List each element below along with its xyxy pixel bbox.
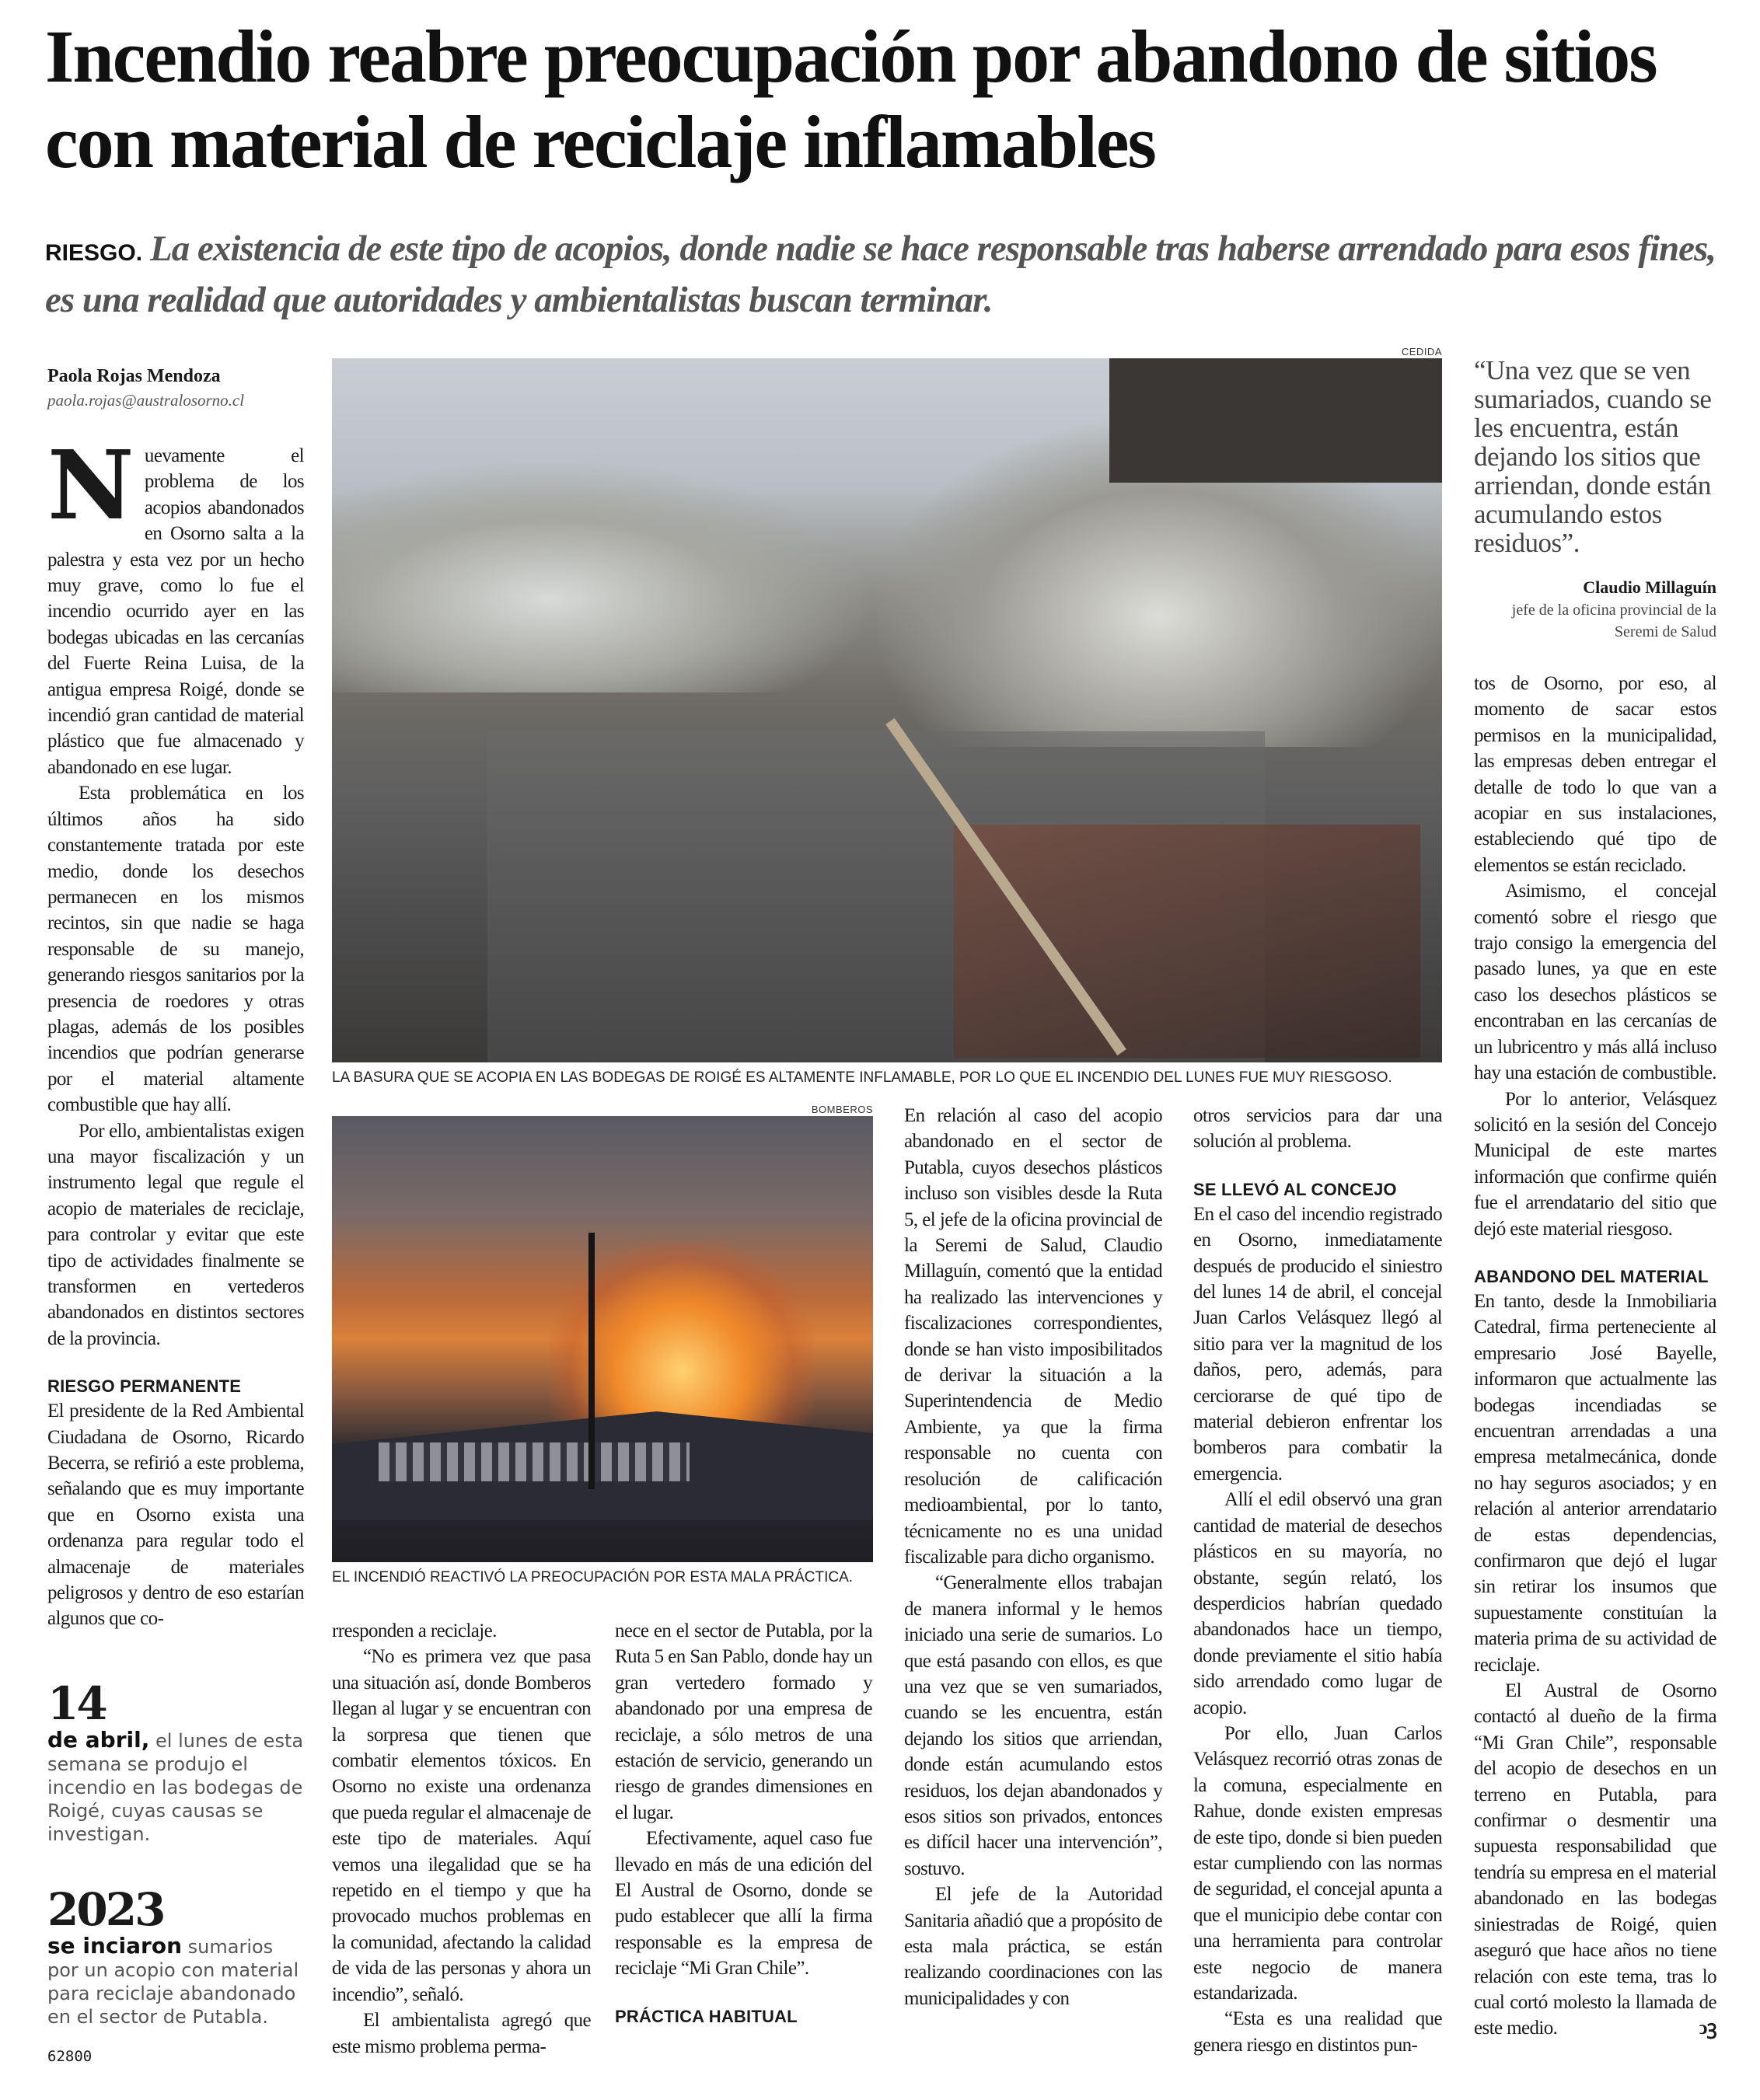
stat-lead: se inciaron (47, 1932, 183, 1959)
lower-left-area (332, 1103, 873, 2060)
section-heading: SE LLEVÓ AL CONCEJO (1193, 1179, 1397, 1199)
article-column-1 (47, 429, 304, 1632)
section-heading: RIESGO PERMANENTE (47, 1376, 242, 1397)
article-column-4 (1193, 1103, 1442, 2058)
page-code: 62800 (47, 2047, 93, 2065)
drop-cap: N (47, 429, 134, 541)
byline-email[interactable]: paola.rojas@australosorno.cl (47, 391, 245, 410)
photo-caption: EL INCENDIÓ REACTIVÓ LA PREOCUPACIÓN POR ESTA MALA PRÁCTICA. (332, 1569, 854, 1585)
paragraph: En relación al caso del acopio abandonado en el sector de Putabla, cuyos desechos plásticos incluso son visibles desde la Ruta 5, el jefe de la oficina provincial de la Seremi de Salud, Claudio Millaguín, comentó que la entidad ha realizado las intervenciones y fiscalizaciones correspondientes, donde se han visto imposibilitados de derivar la situación a la Superintendencia de Medio Ambiente, ya que la firma responsable no cuenta con resolución de calificación medioambiental, por lo tanto, técnicamente no es una unidad fiscalizable para dicho organismo. (904, 1105, 1162, 1568)
stat-number: 2023 (47, 1882, 164, 1936)
photo-caption: LA BASURA QUE SE ACOPIA EN LAS BODEGAS DE ROIGÉ ES ALTAMENTE INFLAMABLE, POR LO QUE EL INCENDIO DEL LUNES FUE MUY RIESGOSO. (332, 1069, 1392, 1086)
paragraph: “No es primera vez que pasa una situación así, donde Bomberos llegan al lugar y se encuentran con la sorpresa que tienen que combatir elementos tóxicos. En Osorno no existe una ordenanza que pueda regular el almacenaje de este tipo de materiales. Aquí vemos una ilegalidad que se ha repetido en el tiempo y que ha provocado muchos problemas en la comunidad, afectando la calidad de vida de las personas y ahora un incendio”, señaló. (332, 1646, 591, 2005)
paragraph: nece en el sector de Putabla, por la Ruta 5 en San Pablo, donde hay un gran vertedero formado y abandonado por una empresa de reciclaje, a sólo metros de una estación de servicio, generando un riesgo de grandes dimensiones en el lugar. (615, 1620, 872, 1823)
paragraph: tos de Osorno, por eso, al momento de sacar estos permisos en la municipalidad, las empresas deben entregar el detalle de todo lo que van a acopiar en sus instalaciones, estableciendo qué tipo de elementos se están reciclado. (1474, 673, 1716, 876)
stat-box-1 (47, 1676, 304, 1846)
paragraph: “Generalmente ellos trabajan de manera informal y le hemos iniciado una serie de sumarios. Lo que está pasando con ellos, es que una vez que se ven sumariados, cuando se les encuentra, están dejando los sitios que arriendan, donde están acumulando estos residuos, los dejan abandonados y esos sitios son privados, entonces es difícil hacer una intervención”, sostuvo. (904, 1572, 1162, 1879)
photo-credit: CEDIDA (1401, 346, 1442, 358)
paragraph: Por ello, ambientalistas exigen una mayor fiscalización y un instrumento legal que regule el acopio de materiales de reciclaje, para controlar y evitar que este tipo de actividades finalmente se transformen en vertederos abandonados en distintos sectores de la provincia. (47, 1120, 304, 1349)
paragraph: En el caso del incendio registrado en Osorno, inmediatamente después de producido el siniestro del lunes 14 de abril, el concejal Juan Carlos Velásquez llegó al sitio para ver la magnitud de los daños, pero, además, para cerciorarse de qué tipo de material debieron enfrentar los bomberos para combatir la emergencia. (1193, 1203, 1442, 1484)
stat-text: sumarios por un acopio con material para reciclaje abandonado en el sector de Putabla. (47, 1935, 299, 2028)
centre-area (332, 345, 1442, 2060)
photo-recycling-site (332, 358, 1442, 1062)
section-heading: ABANDONO DEL MATERIAL (1474, 1266, 1709, 1286)
photo-credit: BOMBEROS (811, 1104, 873, 1115)
article-column-b (615, 1618, 872, 2028)
section-heading: PRÁCTICA HABITUAL (615, 2006, 798, 2026)
paragraph: El ambientalista agregó que este mismo problema perma- (332, 2010, 591, 2057)
end-mark-icon: ↄꝫ (1699, 2018, 1716, 2039)
paragraph: Esta problemática en los últimos años ha sido constantemente tratada por este medio, donde los desechos permanecen en los mismos recintos, sin que nadie se haga responsable de su manejo, generando riesgos sanitarios por la presencia de roedores y otras plagas, además de los posibles incendios que podrían generarse por el material altamente combustible que hay allí. (47, 783, 304, 1116)
stat-number: 14 (47, 1676, 106, 1730)
paragraph: Por ello, Juan Carlos Velásquez recorrió otras zonas de la comuna, especialmente en Rahue, donde existen empresas de este tipo, donde si bien pueden estar cumpliendo con las normas de seguridad, el concejal apunta a que el municipio debe contar con una herramienta para controlar este negocio de manera estandarizada. (1193, 1722, 1442, 2004)
stat-box-2 (47, 1882, 304, 2028)
stat-lead: de abril, (47, 1726, 150, 1753)
article-column-a (332, 1618, 591, 2060)
byline-author: Paola Rojas Mendoza (47, 366, 221, 386)
paragraph: El jefe de la Autoridad Sanitaria añadió que a propósito de esta mala práctica, se están realizando coordinaciones con las municipalidades y con (904, 1884, 1162, 2009)
photo-fire (332, 1116, 873, 1562)
headline: Incendio reabre preocupación por abandono de sitios con material de reciclaje inflamables (45, 15, 1657, 183)
quote-role: jefe de la oficina provincial de la Seremi de Salud (1511, 602, 1716, 640)
paragraph-text: El Austral de Osorno contactó al dueño de la firma “Mi Gran Chile”, responsable del acopio de desechos en un terreno en Putabla, para confirmar o desmentir una supuesta responsabilidad que tendría su empresa en el material abandonado en las bodegas siniestradas de Roigé, quien aseguró que hace años no tiene relación con este tema, tras lo cual cortó molesto la llamada de este medio. (1474, 1680, 1716, 2039)
paragraph: uevamente el problema de los acopios abandonados en Osorno salta a la palestra y esta vez por un hecho muy grave, como lo fue el incendio ocurrido ayer en las bodegas ubicadas en las cercanías del Fuerte Reina Luisa, de la antigua empresa Roigé, donde se incendió gran cantidad de material plástico que fue almacenado y abandonado en ese lugar. (47, 445, 304, 778)
paragraph: “Esta es una realidad que genera riesgo en distintos pun- (1193, 2008, 1442, 2056)
pull-quote: “Una vez que se ven sumariados, cuando se les encuentra, están dejando los sitios que arriendan, donde están acumulando estos residuos”. (1474, 355, 1712, 558)
quote-author: Claudio Millaguín (1583, 577, 1716, 597)
paragraph: En tanto, desde la Inmobiliaria Catedral, firma perteneciente al empresario José Bayelle, informaron que actualmente las bodegas incendiadas se encuentran arrendadas a una empresa metalmecánica, donde no hay seguros asociados; y en relación al anterior arrendatario de estas dependencias, confirmaron que dejó el lugar sin retirar los insumos que supuestamente constituían la materia prima de su actividad de reciclaje. (1474, 1290, 1716, 1676)
paragraph: El presidente de la Red Ambiental Ciudadana de Osorno, Ricardo Becerra, se refirió a este problema, señalando que es muy importante que en Osorno exista una ordenanza para regular todo el almacenaje de materiales peligrosos y dentro de eso estarían algunos que co- (47, 1401, 304, 1630)
stat-text: el lunes de esta semana se produjo el incendio en las bodegas de Roigé, cuyas causas se investigan. (47, 1729, 304, 1845)
paragraph: Efectivamente, aquel caso fue llevado en más de una edición del El Austral de Osorno, donde se pudo establecer que allí la firma responsable es la empresa de reciclaje “Mi Gran Chile”. (615, 1828, 872, 1980)
subhead-kicker: RIESGO. (45, 240, 143, 266)
paragraph: Asimismo, el concejal comentó sobre el riesgo que trajo consigo la emergencia del pasado lunes, ya que en este caso los desechos plásticos se encontraban en las cercanías de un lubricentro y más allá incluso hay una estación de combustible. (1474, 881, 1716, 1084)
paragraph (1474, 1678, 1716, 2042)
paragraph: rresponden a reciclaje. (332, 1620, 497, 1641)
article-column-3 (904, 1103, 1162, 2011)
subhead-text: La existencia de este tipo de acopios, donde nadie se hace responsable tras haberse arrendado para esos fines, es una realidad que autoridades y ambientalistas buscan terminar. (45, 228, 1716, 320)
paragraph: Por lo anterior, Velásquez solicitó en la sesión del Concejo Municipal de este martes información que confirme quién fue el arrendatario del sitio que dejó este material riesgoso. (1474, 1088, 1716, 1240)
article-column-5 (1474, 671, 1716, 2042)
paragraph: otros servicios para dar una solución al problema. (1193, 1105, 1442, 1153)
left-column (47, 364, 304, 2066)
right-column (1474, 356, 1716, 2042)
subhead (45, 225, 1740, 323)
paragraph: Allí el edil observó una gran cantidad de material de desechos plásticos en su mayoría, no obstante, según relató, los desperdicios habrían quedado abandonados hace un tiempo, donde previamente el sitio había sido arrendado como lugar de acopio. (1193, 1489, 1442, 1718)
